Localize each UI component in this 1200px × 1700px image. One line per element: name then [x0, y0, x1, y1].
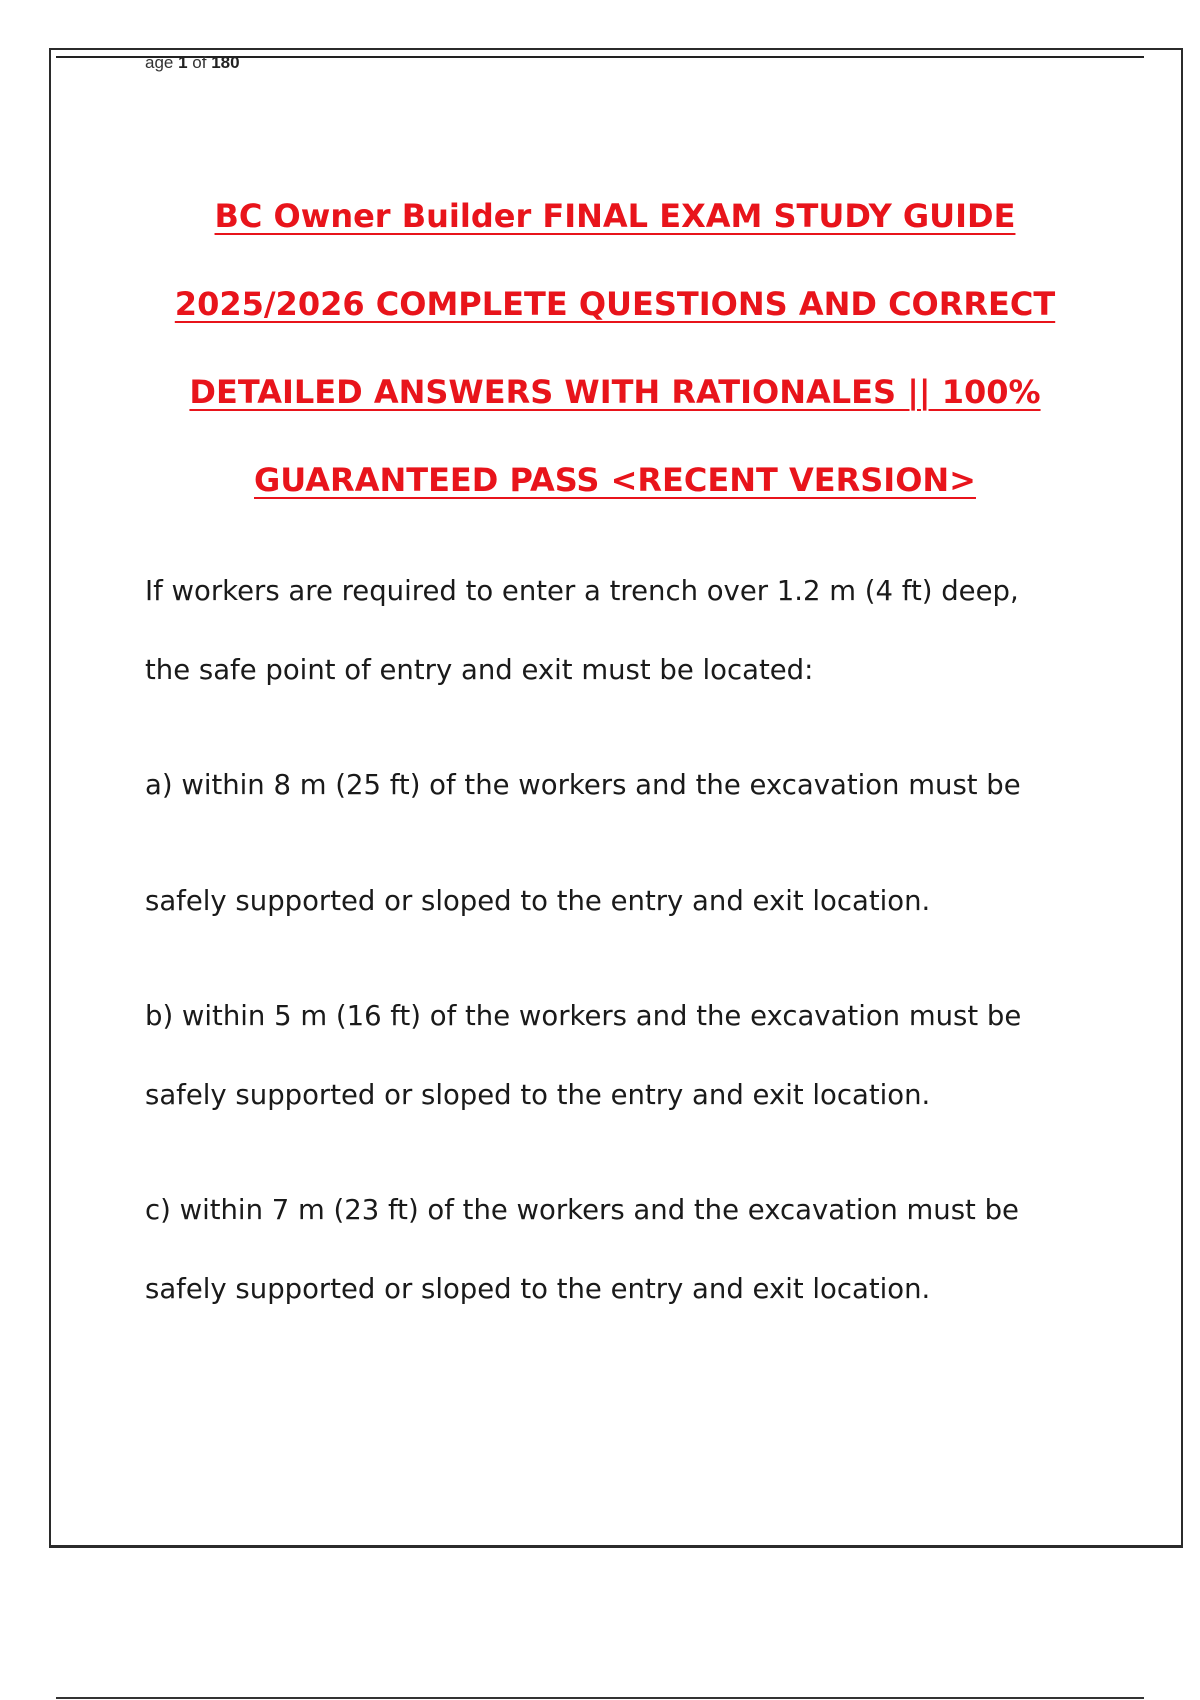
- option-b-line-2: safely supported or sloped to the entry and exit location.: [145, 1079, 931, 1111]
- title-line: [100, 172, 1130, 260]
- title-line-text: 2025/2026 COMPLETE QUESTIONS AND CORRECT: [174, 285, 1056, 323]
- title-line-text: GUARANTEED PASS <RECENT VERSION>: [254, 461, 976, 499]
- title-line-text: DETAILED ANSWERS WITH RATIONALES || 100%: [189, 373, 1041, 411]
- option-b-line-1: b) within 5 m (16 ft) of the workers and the excavation must be: [145, 1000, 1022, 1032]
- page-number: [145, 53, 240, 73]
- document-title: [100, 172, 1130, 524]
- page-number-total: 180: [211, 53, 240, 72]
- option-a-line-1: a) within 8 m (25 ft) of the workers and the excavation must be: [145, 769, 1021, 801]
- footer-rule: [56, 1697, 1144, 1699]
- title-line: [100, 260, 1130, 348]
- page-number-of: of: [187, 53, 212, 72]
- option-a-line-2: safely supported or sloped to the entry and exit location.: [145, 885, 931, 917]
- option-c-line-2: safely supported or sloped to the entry and exit location.: [145, 1273, 931, 1305]
- title-line-text: BC Owner Builder FINAL EXAM STUDY GUIDE: [214, 197, 1016, 235]
- title-line: [100, 348, 1130, 436]
- title-line: [100, 436, 1130, 524]
- page-number-current: 1: [178, 53, 188, 72]
- option-c-line-1: c) within 7 m (23 ft) of the workers and the excavation must be: [145, 1194, 1019, 1226]
- page-number-prefix: age: [145, 53, 179, 72]
- question-stem-line-2: the safe point of entry and exit must be located:: [145, 654, 814, 686]
- question-stem-line-1: If workers are required to enter a trench over 1.2 m (4 ft) deep,: [145, 575, 1019, 607]
